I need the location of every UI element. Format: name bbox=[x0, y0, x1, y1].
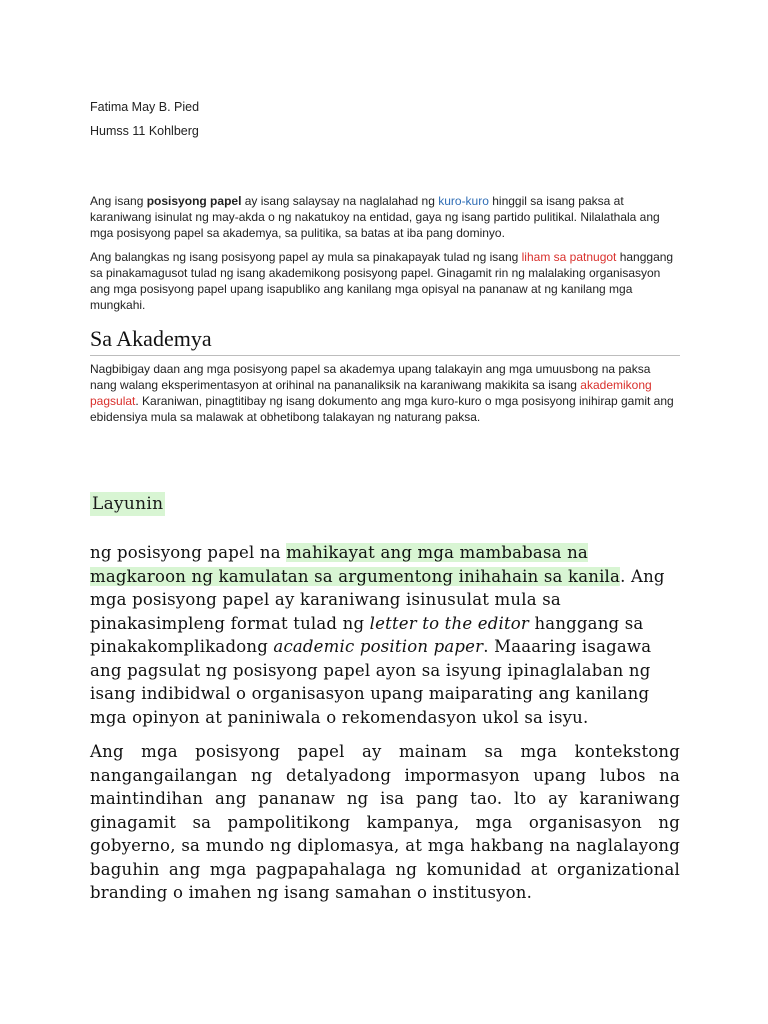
section-heading-akademya: Sa Akademya bbox=[90, 325, 680, 356]
intro-paragraph-1 bbox=[90, 193, 680, 241]
akademya-text-2: . Karaniwan, pinagtitibay ng isang dokumento ang mga kuro-kuro o mga posisyong inihirap gamit ang ebidensiya mula sa malawak at obhetibong talakayan ng naturang paksa. bbox=[90, 394, 674, 424]
section-name: Humss 11 Kohlberg bbox=[90, 124, 199, 138]
layunin-p1-text-4: . Maaaring isagawa ang pagsulat ng posisyong papel ayon sa isyung ipinaglalaban ng isang indibidwal o organisasyon upang maiparating ang kanilang mga opinyon at paniniwala o rekomendasyon ukol sa isyu. bbox=[90, 637, 652, 727]
intro-p2-text-1: Ang balangkas ng isang posisyong papel ay mula sa pinakapayak tulad ng isang bbox=[90, 250, 522, 264]
intro-p2-text-2: hanggang sa pinakamagusot tulad ng isang akademikong posisyong papel. Ginagamit rin ng malalaking organisasyon ang mga posisyong papel upang isapubliko ang kanilang mga opisyal na pananaw at ng kanilang mga mungkahi. bbox=[90, 250, 674, 312]
intro-p1-text-3: hinggil sa isang paksa at karaniwang isinulat ng may-akda o ng nakatukoy na entidad, gaya ng isang partido pulitikal. Nilalathala ang mga posisyong papel sa akademya, sa pulitika, sa batas at iba pang dominyo. bbox=[90, 194, 660, 240]
section-heading-layunin: Layunin bbox=[92, 494, 164, 514]
liham-sa-patnugot-link[interactable]: liham sa patnugot bbox=[521, 250, 617, 264]
author-name: Fatima May B. Pied bbox=[90, 100, 200, 114]
intro-p1-bold-term: posisyong papel bbox=[146, 194, 242, 208]
intro-paragraph-2 bbox=[90, 249, 680, 313]
akademikong-pagsulat-link[interactable]: akademikong pagsulat bbox=[90, 378, 652, 408]
layunin-p1-text-1: ng posisyong papel na bbox=[90, 543, 287, 562]
kuro-kuro-link[interactable]: kuro-kuro bbox=[438, 194, 489, 208]
layunin-paragraph-2: Ang mga posisyong papel ay mainam sa mga kontekstong nangangailangan ng detalyadong impormasyon upang lubos na maintindihan ang pananaw ng isa pang tao. lto ay karaniwang ginagamit sa pampolitikong kampanya, mga organisasyon ng gobyerno, sa mundo ng diplomasya, at mga hakbang na naglalayong baguhin ang mga pagpapahalaga ng komunidad at organizational branding o imahen ng isang samahan o institusyon. bbox=[90, 742, 680, 902]
akademya-text-1: Nagbibigay daan ang mga posisyong papel sa akademya upang talakayin ang mga umuusbong na paksa nang walang eksperimentasyon at orihinal na pananaliksik na karaniwang makikita sa isang bbox=[90, 362, 651, 392]
intro-p1-text-2: ay isang salaysay na naglalahad ng bbox=[241, 194, 439, 208]
layunin-paragraph-1 bbox=[90, 541, 680, 729]
layunin-p1-text-3: hanggang sa pinakakomplikadong bbox=[90, 613, 644, 656]
akademya-paragraph bbox=[90, 361, 680, 425]
layunin-p1-text-2: . Ang mga posisyong papel ay karaniwang isinusulat mula sa pinakasimpleng format tulad ng bbox=[90, 566, 665, 633]
intro-p1-text-1: Ang isang bbox=[90, 194, 147, 208]
italic-letter-to-editor: letter to the editor bbox=[369, 613, 530, 633]
italic-academic-position-paper: academic position paper bbox=[273, 637, 484, 656]
highlighted-text: mahikayat ang mga mambabasa na magkaroon ng kamulatan sa argumentong inihahain sa kanila bbox=[90, 543, 621, 586]
